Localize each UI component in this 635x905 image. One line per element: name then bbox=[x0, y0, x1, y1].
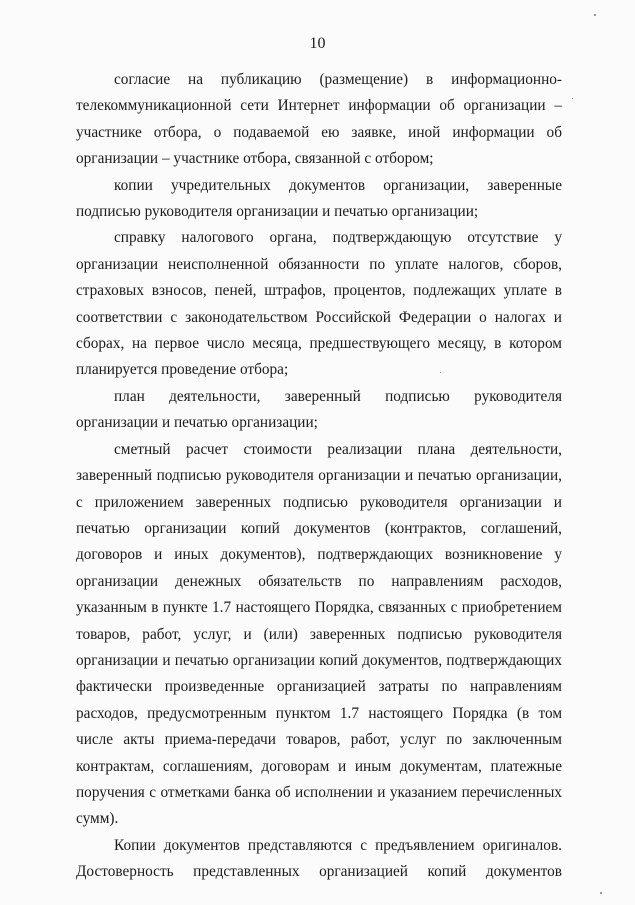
paragraph-tax-certificate: справку налогового органа, подтверждающую отсутствие у организации неисполненной обязанности по уплате налогов, сборов, страховых взносов, пеней, штрафов, процентов, подлежащих уплате в соответствии с законодательством Российской Федерации о налогах и сборах, на первое число месяца, предшествующего месяцу, в котором планируется проведение отбора; bbox=[76, 229, 562, 379]
paragraph-consent-publication: согласие на публикацию (размещение) в информационно-телекоммуникационной сети Интернет информации об организации – участнике отбора, о подаваемой ею заявке, иной информации об организации – участнике отбора, связанной с отбором; bbox=[76, 71, 562, 168]
scan-speck bbox=[572, 98, 573, 99]
scan-speck bbox=[600, 892, 602, 894]
paragraph-charter-copies: копии учредительных документов организации, заверенные подписью руководителя организации и печатью организации; bbox=[76, 176, 562, 221]
document-body bbox=[76, 67, 562, 886]
paragraph-document-copies: Копии документов представляются с предъявлением оригиналов. Достоверность представленных организацией копий документов bbox=[76, 836, 562, 881]
scan-speck bbox=[440, 372, 441, 373]
paragraph-activity-plan: план деятельности, заверенный подписью руководителя организации и печатью организации; bbox=[76, 387, 562, 432]
page-number: 10 bbox=[309, 35, 326, 52]
paragraph-cost-estimate: сметный расчет стоимости реализации плана деятельности, заверенный подписью руководителя организации и печатью организации, с приложением заверенных подписью руководителя организации и печатью организации копий документов (контрактов, соглашений, договоров и иных документов), подтверждающих возникновение у организации денежных обязательств по направлениям расходов, указанным в пункте 1.7 настоящего Порядка, связанных с приобретением товаров, работ, услуг, и (или) заверенных подписью руководителя организации и печатью организации копий документов, подтверждающих фактически произведенные организацией затраты по направлениям расходов, предусмотренным пунктом 1.7 настоящего Порядка (в том числе акты приема-передачи товаров, работ, услуг по заключенным контрактам, соглашениям, договорам и иным документам, платежные поручения с отметками банка об исполнении и указанием перечисленных сумм). bbox=[76, 440, 562, 828]
scan-speck bbox=[594, 14, 596, 16]
